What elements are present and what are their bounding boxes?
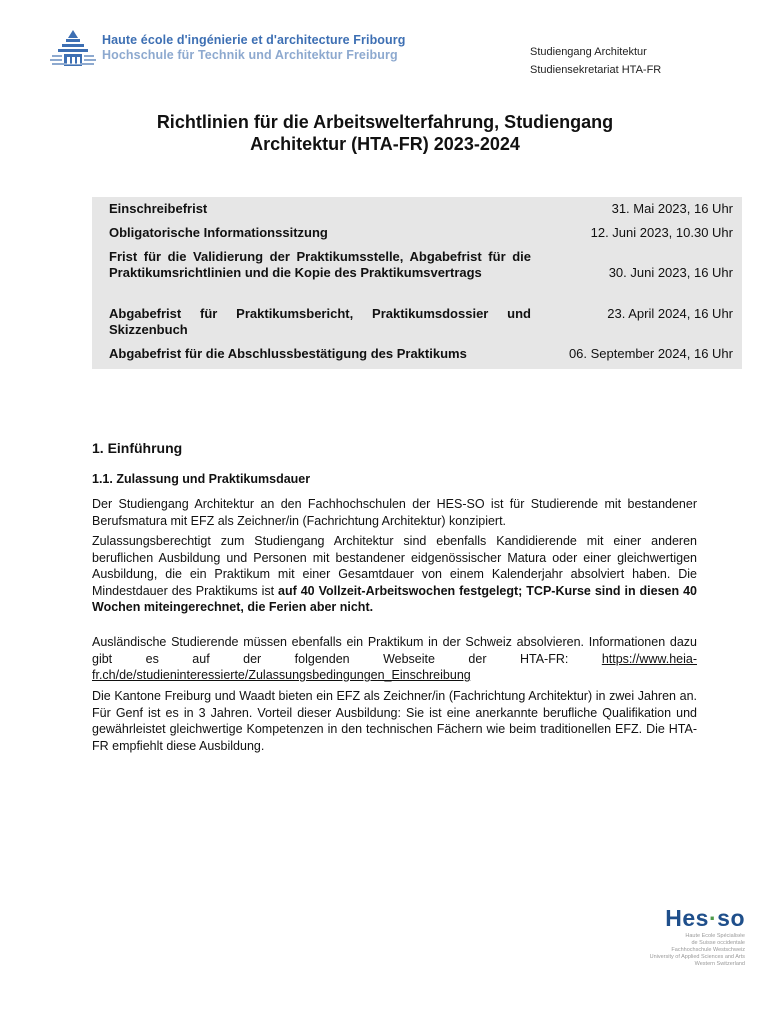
hes-sub-line: Western Switzerland [694,961,745,967]
hes-word-b: so [717,905,745,931]
hes-sub-line: Fachhochschule Westschweiz [671,947,745,953]
logo-line-german: Hochschule für Technik und Architektur Freiburg [102,48,398,62]
deadline-date: 06. September 2024, 16 Uhr [568,346,733,361]
deadline-date: 23. April 2024, 16 Uhr [607,306,733,321]
title-line-2: Architektur (HTA-FR) 2023-2024 [250,134,520,154]
admission-link[interactable]: https://www.heia-fr.ch/de/studieninteressierte/Zulassungsbedingungen_Einschreibung [92,651,697,682]
deadline-label: Abgabefrist für die Abschlussbestätigung des Praktikums [109,346,467,361]
deadline-date: 12. Juni 2023, 10.30 Uhr [590,225,733,240]
paragraph-3 [92,634,697,684]
deadlines-table [92,197,742,369]
paragraph-3-text: Ausländische Studierende müssen ebenfalls ein Praktikum in der Schweiz absolvieren. Informationen dazu gibt es auf der folgenden Webseite der HTA-FR: [92,635,697,666]
paragraph-2 [92,533,697,616]
deadline-date: 31. Mai 2023, 16 Uhr [611,201,733,216]
header-department [530,43,661,79]
hes-sub-line: Haute Ecole Spécialisée [685,933,745,939]
heia-fr-logo [50,28,405,68]
paragraph-4: Die Kantone Freiburg und Waadt bieten ein EFZ als Zeichner/in (Fachrichtung Architektur) in zwei Jahren an. Für Genf ist es in 3 Jahren. Vorteil dieser Ausbildung: Sie ist eine anerkannte berufliche Qualifikation und gewährleistet gleichwertige Kompetenzen in den technischen Fächern wie beim traditionellen EFZ. Die HTA-FR empfiehlt diese Ausbildung. [92,689,697,753]
deadline-label: Abgabefrist für Praktikumsbericht, Praktikumsdossier und Skizzenbuch [109,306,531,337]
paragraph-1: Der Studiengang Architektur an den Fachhochschulen der HES-SO ist für Studierende mit bestandener Berufsmatura mit EFZ als Zeichner/in (Fachrichtung Architektur) konzipiert. [92,497,697,528]
paragraph-2-text: Zulassungsberechtigt zum Studiengang Architektur sind ebenfalls Kandidierende mit einer anderen beruflichen Ausbildung und Personen mit bestandener eidgenössischer Matura oder einer gleichwertigen Ausbildung, die ein Praktikum mit einer Gesamtdauer von einem Kalenderjahr absolviert haben. Die Mindestdauer des Praktikums ist [92,534,697,598]
deadline-label: Obligatorische Informationssitzung [109,225,328,240]
paragraph-2-bold: auf 40 Vollzeit-Arbeitswochen festgelegt; TCP-Kurse sind in diesen 40 Wochen miteingerechnet, die Ferien aber nicht. [92,583,697,614]
deadline-label: Einschreibefrist [109,201,208,216]
hes-word-dot: · [708,905,718,931]
logo-line-french: Haute école d'ingénierie et d'architecture Fribourg [102,33,406,47]
building-logo-icon [50,28,96,68]
hes-sub-line: University of Applied Sciences and Arts [649,954,745,960]
deadline-date: 30. Juni 2023, 16 Uhr [608,265,733,280]
document-title [60,111,710,155]
secretariat-line: Studiensekretariat HTA-FR [530,64,662,76]
hes-so-subtitle [630,933,745,968]
hes-so-logo [630,905,745,968]
deadline-label: Frist für die Validierung der Praktikumsstelle, Abgabefrist für die Praktikumsrichtlinien und die Kopie des Praktikumsvertrags [109,249,531,280]
department-line: Studiengang Architektur [530,46,647,58]
subsection-heading: 1.1. Zulassung und Praktikumsdauer [92,472,311,486]
hes-so-wordmark [630,905,745,931]
hes-sub-line: de Suisse occidentale [691,940,745,946]
hes-word-a: Hes [665,905,709,931]
section-heading: 1. Einführung [92,440,183,456]
title-line-1: Richtlinien für die Arbeitswelterfahrung, Studiengang [156,112,614,132]
